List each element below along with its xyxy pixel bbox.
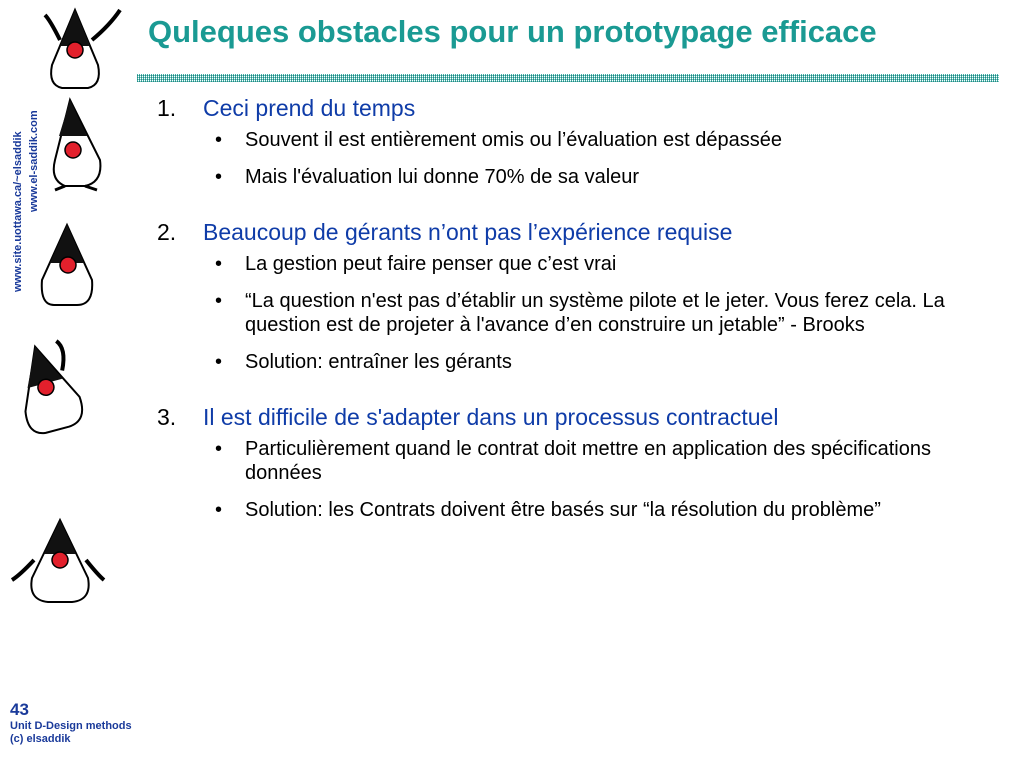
- bullet-item: • La gestion peut faire penser que c’est vrai: [148, 252, 1008, 276]
- bullet-list: [148, 252, 1008, 374]
- title-divider: [137, 74, 999, 82]
- section-3: [148, 402, 1008, 522]
- section-number: 3.: [157, 404, 177, 430]
- section-number: 2.: [157, 219, 177, 245]
- section-heading: Il est difficile de s'adapter dans un processus contractuel: [203, 404, 779, 430]
- section-1: [148, 93, 1008, 189]
- bullet-item: • Particulièrement quand le contrat doit mettre en application des spécifications données: [148, 437, 1008, 485]
- bullet-dot: •: [214, 438, 222, 460]
- bullet-item: • Souvent il est entièrement omis ou l’évaluation est dépassée: [148, 128, 1008, 152]
- slide-title: Quleques obstacles pour un prototypage efficace: [148, 14, 877, 49]
- duke-mascot-icon: [45, 10, 120, 88]
- course-name: Unit D-Design methods: [10, 720, 132, 732]
- bullet-item: • Solution: les Contrats doivent être basés sur “la résolution du problème”: [148, 498, 1008, 522]
- bullet-dot: •: [214, 129, 222, 151]
- bullet-list: [148, 437, 1008, 522]
- copyright-text: (c) elsaddik: [10, 733, 71, 745]
- bullet-item: • “La question n'est pas d’établir un système pilote et le jeter. Vous ferez cela. La question est de projeter à l'avance d’en construire un jetable” - Brooks: [148, 289, 1008, 337]
- section-heading: Ceci prend du temps: [203, 95, 416, 121]
- mascot-column: [0, 0, 140, 690]
- section-heading: Beaucoup de gérants n’ont pas l’expérience requise: [203, 219, 733, 245]
- duke-mascot-icon: [12, 520, 104, 602]
- bullet-dot: •: [214, 166, 222, 188]
- side-url-secondary: www.el-saddik.com: [28, 110, 40, 212]
- page-number: 43: [10, 700, 29, 719]
- duke-mascot-icon: [42, 225, 92, 305]
- bullet-dot: •: [214, 351, 222, 373]
- bullet-list: [148, 128, 1008, 189]
- side-url-primary: www.site.uottawa.ca/~elsaddik: [12, 131, 24, 292]
- bullet-item: • Solution: entraîner les gérants: [148, 350, 1008, 374]
- duke-mascot-icon: [54, 100, 101, 190]
- bullet-dot: •: [214, 290, 222, 312]
- bullet-item: • Mais l'évaluation lui donne 70% de sa valeur: [148, 165, 1008, 189]
- slide-content: [148, 93, 1008, 550]
- bullet-dot: •: [214, 499, 222, 521]
- bullet-dot: •: [214, 253, 222, 275]
- section-2: [148, 217, 1008, 374]
- slide-footer: [10, 700, 132, 746]
- section-number: 1.: [157, 95, 177, 121]
- duke-mascot-icon: [9, 339, 86, 437]
